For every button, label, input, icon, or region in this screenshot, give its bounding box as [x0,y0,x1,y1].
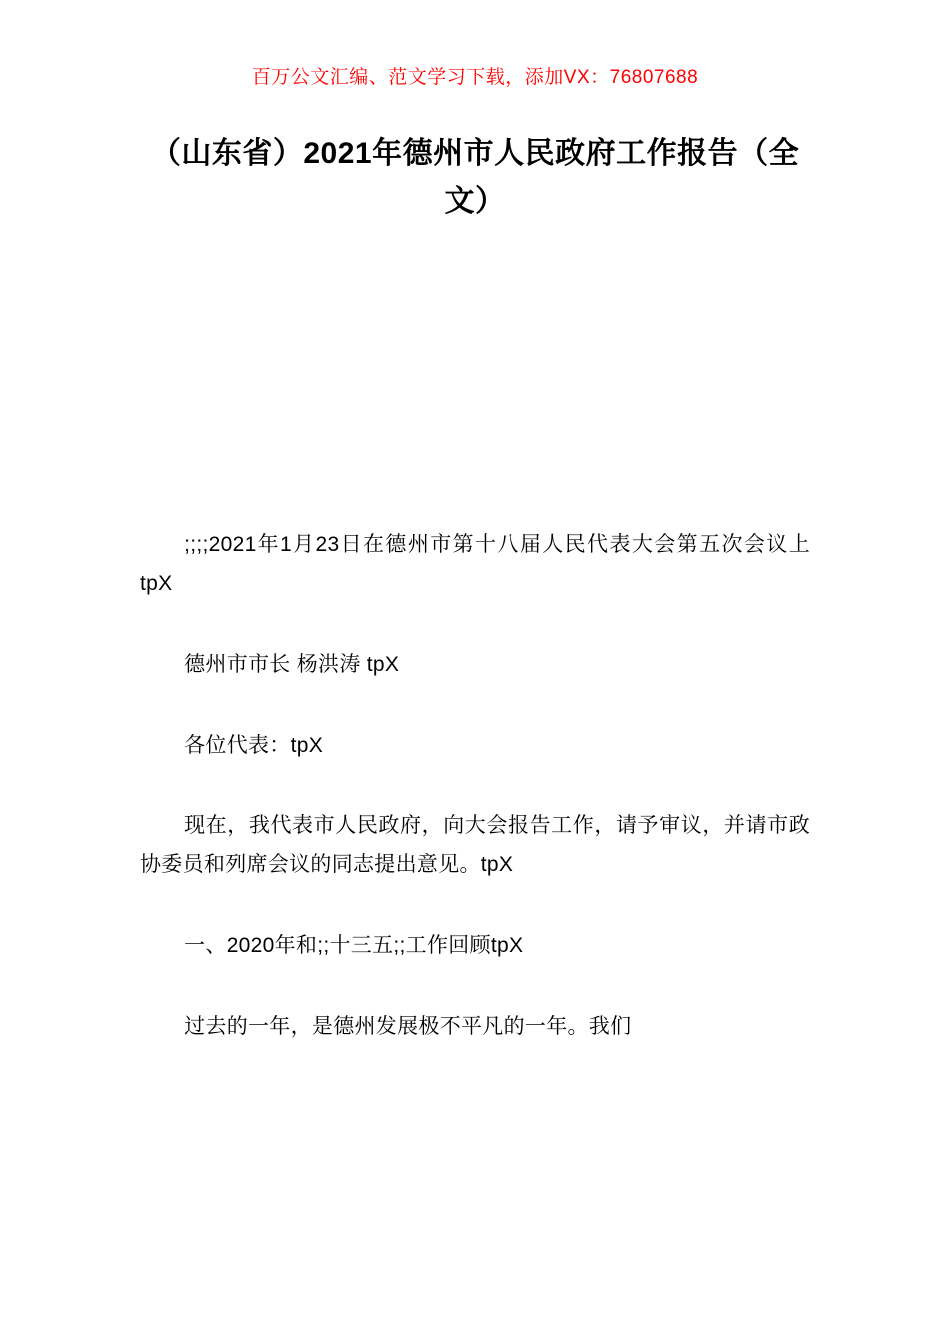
paragraph-meeting-info: ;;;;2021年1月23日在德州市第十八届人民代表大会第五次会议上tpX [140,533,810,595]
paragraph-speaker: 德州市市长 杨洪涛 tpX [184,652,400,676]
title-body-spacer [140,226,810,526]
watermark-text: 百万公文汇编、范文学习下载，添加VX：76807688 [251,67,699,88]
paragraph-salutation: 各位代表：tpX [184,733,324,757]
paragraph-intro: 现在，我代表市人民政府，向大会报告工作，请予审议，并请市政协委员和列席会议的同志提出意见。tpX [140,814,810,877]
paragraph-section-heading-one: 一、2020年和;;十三五;;工作回顾tpX [184,934,524,958]
page-title: （山东省）2021年德州市人民政府工作报告（全文） [150,137,800,218]
paragraph-review-opening: 过去的一年，是德州发展极不平凡的一年。我们 [184,1014,632,1038]
